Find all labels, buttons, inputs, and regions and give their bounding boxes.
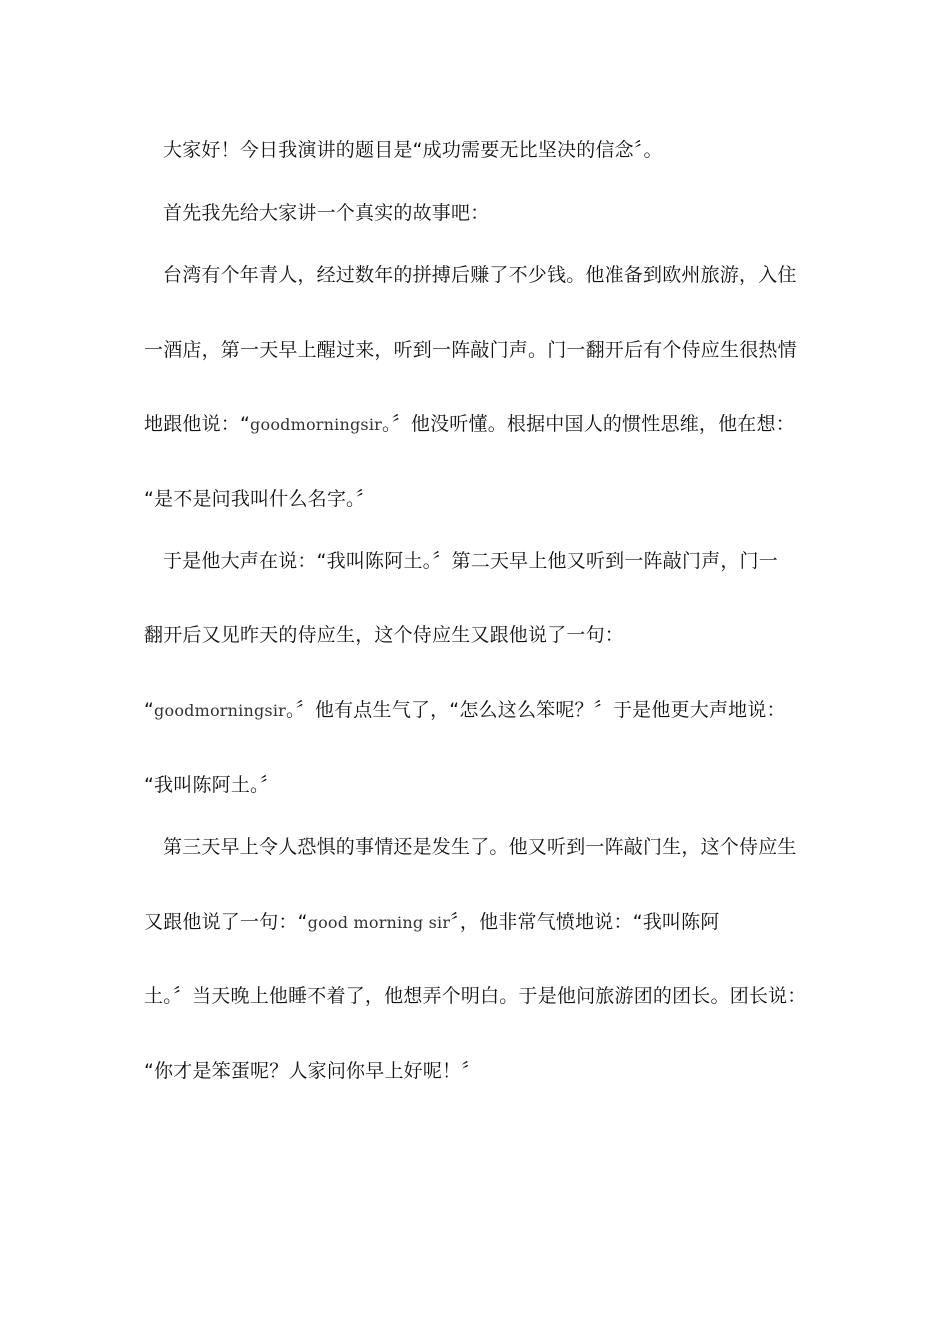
text-line: 台湾有个年青人，经过数年的拼搏后赚了不少钱。他准备到欧州旅游，入住 bbox=[163, 264, 797, 286]
text-line: 第三天早上令人恐惧的事情还是发生了。他又听到一阵敲门生，这个侍应生 bbox=[163, 836, 797, 858]
text-line: 首先我先给大家讲一个真实的故事吧： bbox=[163, 202, 490, 224]
text-line: “goodmorningsir。〞他有点生气了，“怎么这么笨呢？〞于是他更大声地说： bbox=[144, 699, 786, 721]
text-line: “你才是笨蛋呢？人家问你早上好呢！〞 bbox=[144, 1060, 481, 1082]
latin-text: goodmorningsir bbox=[250, 415, 382, 434]
text-line: 地跟他说：“goodmorningsir。〞他没听懂。根据中国人的惯性思维，他在想： bbox=[144, 413, 795, 435]
text-line: 一酒店，第一天早上醒过来，听到一阵敲门声。门一翻开后有个侍应生很热情 bbox=[144, 339, 797, 361]
text-line: 土。〞当天晚上他睡不着了，他想弄个明白。于是他问旅游团的团长。团长说： bbox=[144, 985, 807, 1007]
latin-text: good morning sir bbox=[307, 913, 451, 932]
latin-text: goodmorningsir bbox=[154, 701, 286, 720]
text-line: 又跟他说了一句：“good morning sir〞，他非常气愤地说：“我叫陈阿 bbox=[144, 911, 720, 933]
text-line: 于是他大声在说：“我叫陈阿土。〞第二天早上他又听到一阵敲门声，门一 bbox=[163, 550, 778, 572]
text-line: 大家好！今日我演讲的题目是“成功需要无比坚决的信念〞。 bbox=[163, 139, 663, 161]
text-line: 翻开后又见昨天的侍应生，这个侍应生又跟他说了一句： bbox=[144, 624, 625, 646]
text-line: “是不是问我叫什么名字。〞 bbox=[144, 488, 375, 510]
text-line: “我叫陈阿土。〞 bbox=[144, 774, 279, 796]
